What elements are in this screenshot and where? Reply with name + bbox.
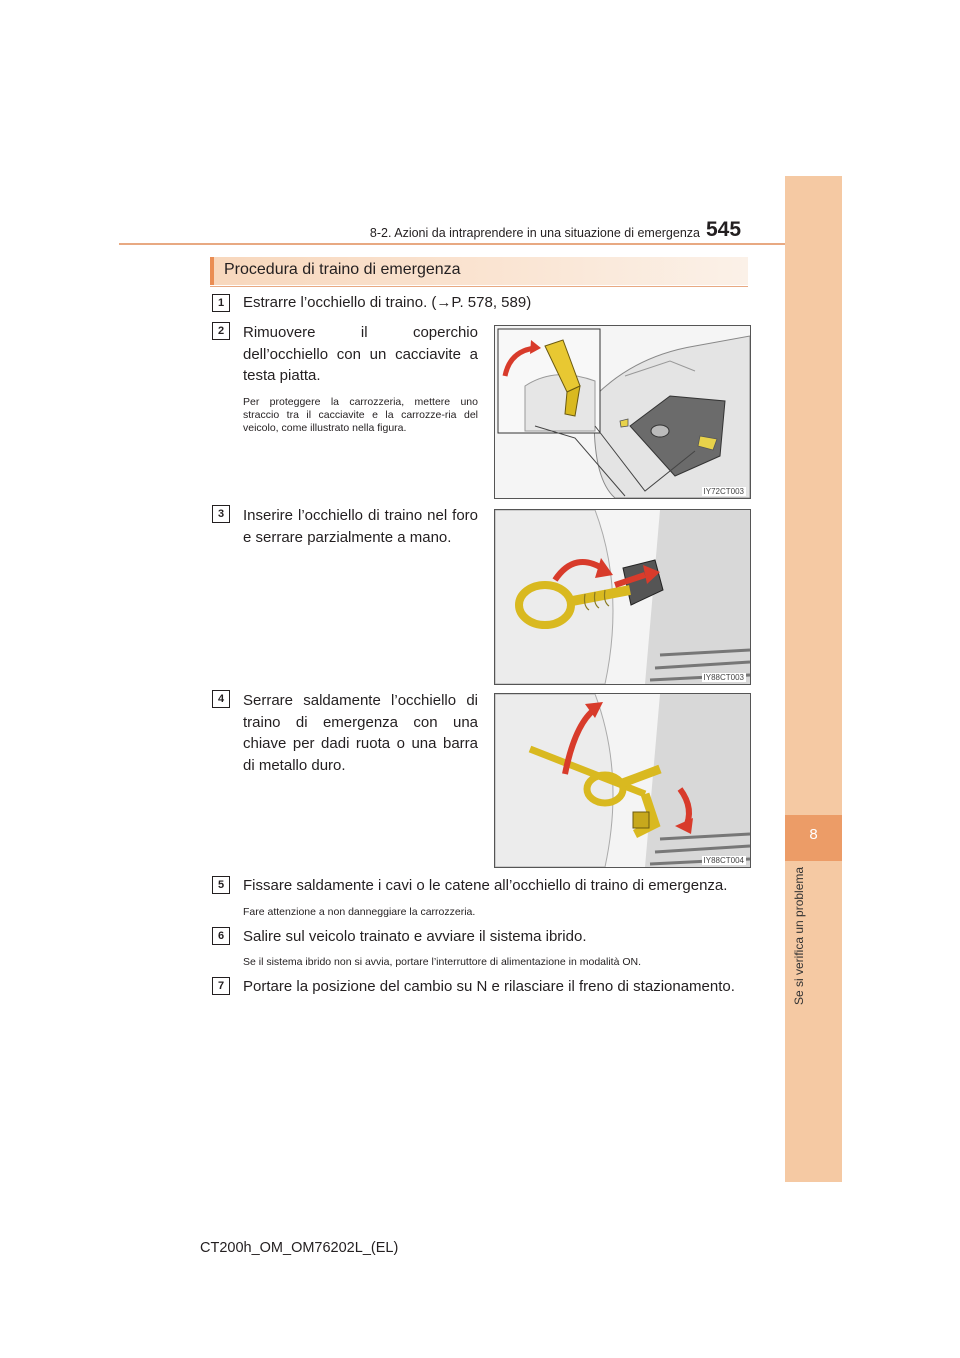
figure-tighten-eyelet (494, 693, 751, 868)
figure-remove-cover (494, 325, 751, 499)
section-heading-box (210, 257, 748, 285)
step-note-2: Per proteggere la carrozzeria, mettere uno straccio tra il cacciavite e la carrozze-ria del veicolo, come illustrato nella figura. (243, 396, 478, 434)
step-number-3: 3 (212, 505, 230, 523)
chapter-number-box: 8 (785, 815, 842, 861)
step-note-5: Fare attenzione a non danneggiare la carrozzeria. (243, 906, 476, 918)
bumper-wrench-illustration (495, 694, 750, 867)
step-text-4: Serrare saldamente l’occhiello di traino di emergenza con una chiave per dadi ruota o una barra di metallo duro. (243, 692, 478, 774)
step-number-7: 7 (212, 977, 230, 995)
header-section-title: 8-2. Azioni da intraprendere in una situazione di emergenza (369, 226, 700, 240)
step-text-3: Inserire l’occhiello di traino nel foro e serrare parzialmente a mano. (243, 507, 478, 546)
section-title: Procedura di traino di emergenza (224, 261, 461, 278)
step-text-6: Salire sul veicolo trainato e avviare il sistema ibrido. (243, 928, 587, 945)
step-number-1: 1 (212, 294, 230, 312)
step-text-2: Rimuovere il coperchio dell’occhiello con un cacciavite a testa piatta. (243, 324, 478, 384)
step-number-4: 4 (212, 690, 230, 708)
step-number-5: 5 (212, 876, 230, 894)
page-number: 545 (706, 218, 742, 241)
figure-insert-eyelet (494, 509, 751, 685)
chapter-side-tab (785, 176, 842, 1182)
step-text-7: Portare la posizione del cambio su N e rilasciare il freno di stazionamento. (243, 978, 735, 995)
step-number-6: 6 (212, 927, 230, 945)
figure-code: IY88CT004 (703, 856, 744, 865)
step-text-1: Estrarre l’occhiello di traino. (→P. 578, 589) (243, 294, 532, 311)
car-front-illustration (495, 326, 750, 498)
step-note-6: Se il sistema ibrido non si avvia, portare l’interruttore di alimentazione in modalità ON. (243, 956, 642, 968)
header-divider (119, 243, 785, 245)
chapter-label: Se si verifica un problema (792, 866, 806, 1005)
figure-code: IY72CT003 (703, 487, 744, 496)
figure-code: IY88CT003 (703, 673, 744, 682)
step-text-5: Fissare saldamente i cavi o le catene all’occhiello di traino di emergenza. (243, 877, 728, 894)
step-number-2: 2 (212, 322, 230, 340)
document-code: CT200h_OM_OM76202L_(EL) (200, 1240, 399, 1256)
bumper-illustration (495, 510, 750, 684)
